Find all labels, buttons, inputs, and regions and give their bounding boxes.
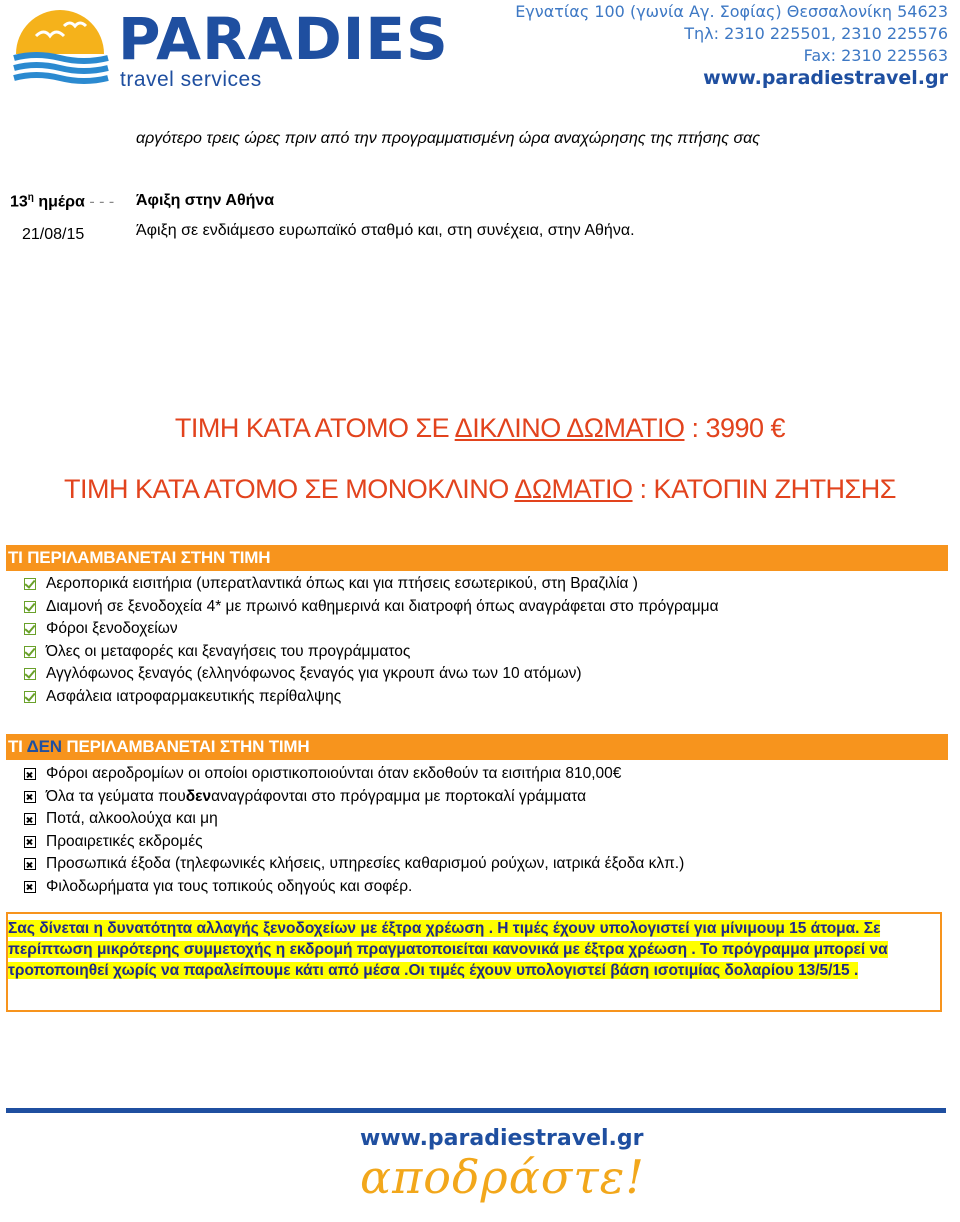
company-logo (6, 5, 449, 91)
checkbox-checked-icon (24, 578, 36, 590)
list-item: Φιλοδωρήματα για τους τοπικούς οδηγούς και σοφέρ. (24, 876, 684, 899)
price-double-room: ΔΙΚΛΙΝΟ ΔΩΜΑΤΙΟ (454, 413, 685, 443)
list-item: Προαιρετικές εκδρομές (24, 831, 684, 854)
header-website-link[interactable]: www.paradiestravel.gr (703, 67, 948, 89)
price-double-value: : 3990 € (684, 413, 786, 443)
brand-subtitle: travel services (120, 68, 262, 91)
day-date: 21/08/15 (22, 226, 85, 243)
checkbox-x-icon (24, 791, 36, 803)
price-double-prefix: ΤΙΜΗ ΚΑΤΑ ΑΤΟΜΟ ΣΕ (174, 413, 455, 443)
list-item: Προσωπικά έξοδα (τηλεφωνικές κλήσεις, υπηρεσίες καθαρισμού ρούχων, ιατρικά έξοδα κλπ.) (24, 853, 684, 876)
notice-line-1: Σας δίνεται η δυνατότητα αλλαγής ξενοδοχείων με έξτρα χρέωση . Η τιμές έχουν υπολογιστεί για μίνιμουμ 15 άτομα. Σε (8, 920, 881, 937)
list-item: Ασφάλεια ιατροφαρμακευτικής περίθαλψης (24, 686, 719, 709)
meals-bold-word: δεν (185, 787, 212, 805)
day-description: Άφιξη σε ενδιάμεσο ευρωπαϊκό σταθμό και, στη συνέχεια, στην Αθήνα. (136, 222, 635, 239)
list-item: Διαμονή σε ξενοδοχεία 4* με πρωινό καθημερινά και διατροφή όπως αναγράφεται στο πρόγραμμα (24, 596, 719, 619)
footer-divider (6, 1108, 946, 1113)
sun-seagull-icon (6, 6, 116, 90)
notice-line-3: τροποποιηθεί χωρίς να παραλείπουμε κάτι από μέσα .Οι τιμές έχουν υπολογιστεί βάση ισοτιμίας δολαρίου 13/5/15 . (8, 962, 859, 979)
notice-line-2: περίπτωση μικρότερης συμμετοχής η εκδρομή πραγματοποιείται κανονικά με έξτρα χρέωση . Το πρόγραμμα μπορεί να (8, 941, 888, 958)
notice-text (8, 918, 888, 981)
brand-name: PARADIES (118, 5, 449, 73)
footer-website-link[interactable]: www.paradiestravel.gr (360, 1126, 644, 1151)
excluded-heading-highlight: ΔΕΝ (26, 737, 62, 756)
price-single-value: : ΚΑΤΟΠΙΝ ΖΗΤΗΣΗΣ (632, 474, 896, 504)
meals-rest: αναγράφονται στο πρόγραμμα με πορτοκαλί γράμματα (211, 787, 587, 805)
included-heading: ΤΙ ΠΕΡΙΛΑΜΒΑΝΕΤΑΙ ΣΤΗΝ ΤΙΜΗ (6, 545, 948, 571)
excluded-heading-prefix: ΤΙ (8, 737, 27, 756)
excluded-list (24, 763, 684, 898)
checkbox-checked-icon (24, 601, 36, 613)
day-label (10, 192, 114, 211)
excluded-heading-suffix: ΠΕΡΙΛΑΜΒΑΝΕΤΑΙ ΣΤΗΝ ΤΙΜΗ (61, 737, 310, 756)
intro-line: αργότερο τρεις ώρες πριν από την προγραμματισμένη ώρα αναχώρησης της πτήσης σας (136, 130, 761, 147)
footer-slogan: αποδράστε! (360, 1150, 645, 1204)
list-item: Φόροι ξενοδοχείων (24, 618, 719, 641)
list-item: Όλες οι μεταφορές και ξεναγήσεις του προγράμματος (24, 641, 719, 664)
price-single (0, 474, 960, 505)
checkbox-checked-icon (24, 691, 36, 703)
checkbox-checked-icon (24, 646, 36, 658)
notice-box (6, 912, 942, 1012)
contact-fax: Fax: 2310 225563 (803, 46, 948, 65)
list-item: Αγγλόφωνος ξεναγός (ελληνόφωνος ξεναγός για γκρουπ άνω των 10 ατόμων) (24, 663, 719, 686)
checkbox-checked-icon (24, 623, 36, 635)
price-double (0, 413, 960, 444)
checkbox-x-icon (24, 813, 36, 825)
day-title: Άφιξη στην Αθήνα (136, 192, 275, 209)
list-item: Φόροι αεροδρομίων οι οποίοι οριστικοποιούνται όταν εκδοθούν τα εισιτήρια 810,00€ (24, 763, 684, 786)
checkbox-x-icon (24, 768, 36, 780)
included-list (24, 573, 719, 708)
excluded-heading (6, 734, 948, 760)
price-single-prefix: ΤΙΜΗ ΚΑΤΑ ΑΤΟΜΟ ΣΕ ΜΟΝΟΚΛΙΝΟ (64, 474, 515, 504)
list-item: Αεροπορικά εισιτήρια (υπερατλαντικά όπως και για πτήσεις εσωτερικού, στη Βραζιλία ) (24, 573, 719, 596)
contact-phone: Τηλ: 2310 225501, 2310 225576 (684, 24, 948, 43)
day-suffix: η (27, 192, 34, 203)
price-single-room: ΔΩΜΑΤΙΟ (514, 474, 633, 504)
checkbox-x-icon (24, 836, 36, 848)
checkbox-x-icon (24, 881, 36, 893)
contact-address: Εγνατίας 100 (γωνία Αγ. Σοφίας) Θεσσαλονίκη 54623 (515, 2, 948, 21)
checkbox-x-icon (24, 858, 36, 870)
day-number: 13 (10, 193, 28, 211)
list-item: Όλα τα γεύματα που δεν αναγράφονται στο πρόγραμμα με πορτοκαλί γράμματα (24, 786, 684, 809)
list-item: Ποτά, αλκοολούχα και μη (24, 808, 684, 831)
checkbox-checked-icon (24, 668, 36, 680)
day-dashes: - - - (89, 193, 115, 211)
day-word: ημέρα (38, 193, 85, 211)
